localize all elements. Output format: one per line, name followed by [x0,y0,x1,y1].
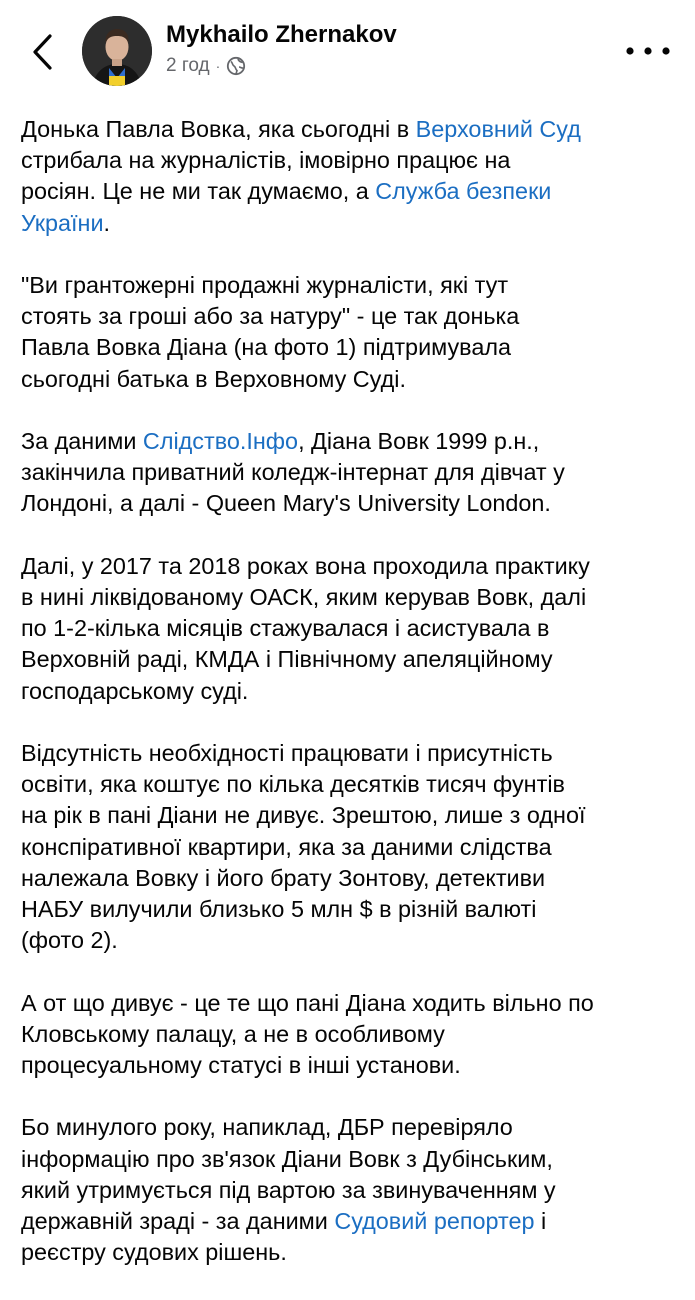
post-header [0,0,695,100]
post-time[interactable]: 2 год [166,55,210,76]
post-text [21,114,676,1300]
back-button[interactable] [22,30,62,74]
text-line: Лондоні, а далі - Queen Mary's University London. [21,490,551,517]
text-line: Далі, у 2017 та 2018 роках вона проходила практику [21,552,590,579]
link-sudovyi-reporter[interactable]: Судовий репортер [334,1208,535,1235]
link-supreme-court[interactable]: Верховний Суд [415,116,581,142]
text-span: За даними [21,428,143,454]
paragraph-2 [21,270,676,395]
paragraph-4 [21,551,676,707]
text-line: на рік в пані Діани не дивує. Зрештою, лише з одної [21,802,586,829]
text-line: конспіративної квартири, яка за даними слідства [21,833,552,860]
text-line: стоять за гроші або за натуру" - це так донька [21,303,520,330]
text-line: реєстру судових рішень. [21,1239,287,1266]
text-line: сьогодні батька в Верховному Суді. [21,365,406,392]
text-span: і [534,1208,547,1235]
text-line: процесуальному статусі в інші установи. [21,1052,461,1079]
text-line: в нині ліквідованому ОАСК, яким керував Вовк, далі [21,584,587,610]
globe-icon [226,56,246,76]
paragraph-3 [21,426,676,520]
text-line: Відсутність необхідності працювати і присутність [21,740,553,766]
paragraph-7 [21,1112,676,1268]
text-line: НАБУ вилучили близько 5 млн $ в різній валюті [21,896,537,923]
text-line: належала Вовку і його брату Зонтову, детективи [21,864,546,891]
text-line [21,114,676,145]
text-line: Бо минулого року, напиклад, ДБР перевіряло [21,1114,513,1141]
text-line: закінчила приватний коледж-інтернат для дівчат у [21,459,565,486]
paragraph-6 [21,988,676,1082]
author-avatar[interactable] [82,16,152,86]
text-line: Верховній раді, КМДА і Північному апеляційному [21,646,553,673]
link-sbu-ukraine[interactable]: України [21,209,104,236]
avatar-image [82,16,152,86]
text-line: освіти, яка коштує по кілька десятків тисяч фунтів [21,771,565,798]
text-line: стрибала на журналістів, імовірно працює на [21,147,511,174]
link-slidstvo-info[interactable]: Слідство.Інфо [142,428,299,454]
more-options-button[interactable] [625,38,671,64]
text-line: по 1-2-кілька місяців стажувалася і асистувала в [21,615,550,642]
text-line [21,176,676,207]
text-line: який утримується під вартою за звинуваченням у [21,1176,556,1203]
meta-separator: · [215,58,221,74]
text-span: , Діана Вовк 1999 р.н., [298,428,540,454]
text-line [21,208,676,239]
text-line [21,1206,676,1237]
text-span: Донька Павла Вовка, яка сьогодні в [21,116,416,142]
chevron-left-icon [30,33,54,71]
post-meta [166,55,246,77]
text-span: . [103,209,111,236]
text-line: Кловському палацу, а не в особливому [21,1020,445,1047]
link-sbu[interactable]: Служба безпеки [375,178,552,205]
paragraph-1 [21,114,676,239]
paragraph-5 [21,738,676,956]
text-span: росіян. Це не ми так думаємо, а [21,178,376,205]
text-line: інформацію про зв'язок Діани Вовк з Дубінським, [21,1145,553,1172]
author-name[interactable]: Mykhailo Zhernakov [166,21,397,48]
text-line: господарському суді. [21,677,249,704]
text-line [21,426,676,457]
text-line: "Ви грантожерні продажні журналісти, які тут [21,272,509,298]
text-line: (фото 2). [21,927,118,954]
more-horizontal-icon [625,46,671,56]
text-line: Павла Вовка Діана (на фото 1) підтримувала [21,334,512,361]
text-line: А от що дивує - це те що пані Діана ходить вільно по [21,989,594,1016]
text-span: державній зраді - за даними [21,1208,335,1235]
